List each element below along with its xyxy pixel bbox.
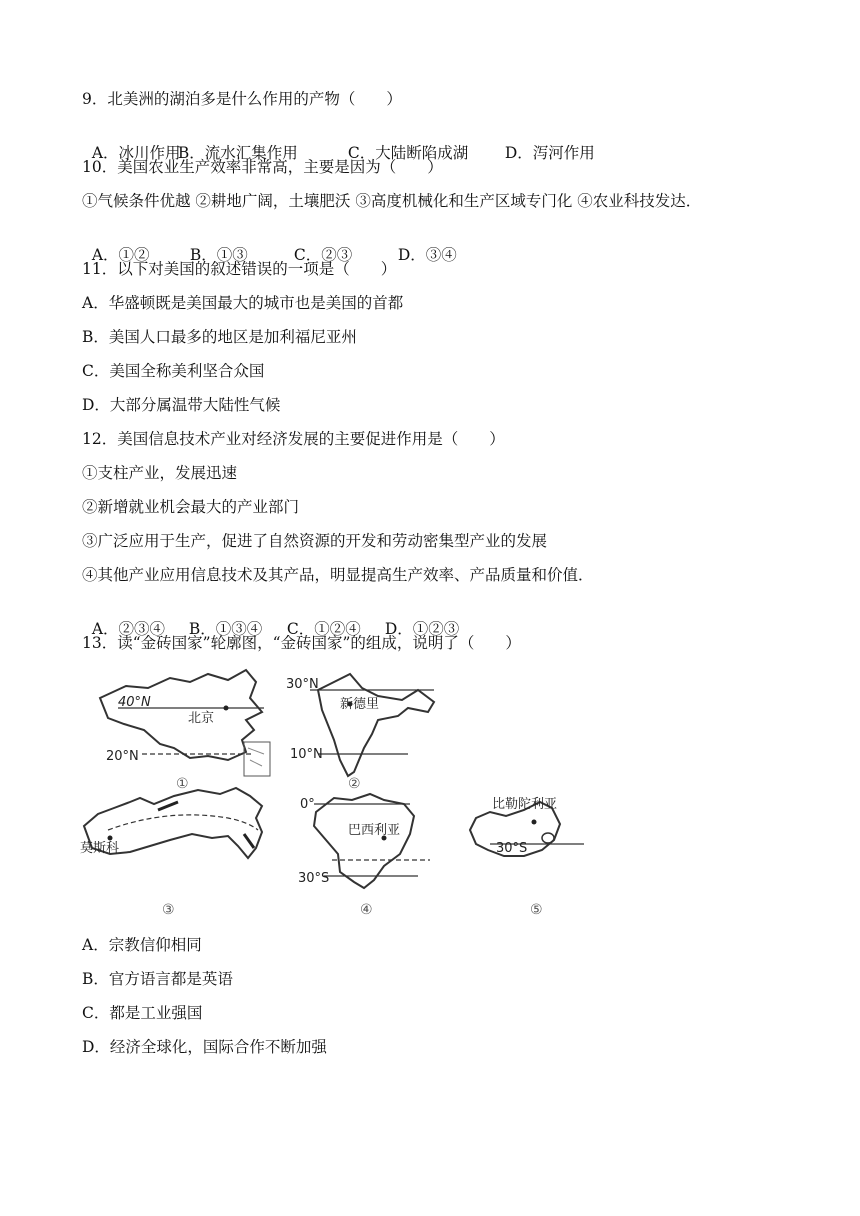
q13-option-a: A．宗教信仰相同: [82, 936, 202, 954]
q9-option-a: A．冰川作用: [91, 144, 181, 162]
q12-option-a: A．②③④: [91, 620, 166, 638]
q11-stem: 11．以下对美国的叙述错误的一项是（ ）: [82, 260, 397, 278]
map4-number: ④: [360, 902, 373, 918]
map5-number: ⑤: [530, 902, 543, 918]
brazil-lat-30-label: 30°S: [298, 871, 330, 886]
russia-east-mark: [244, 834, 254, 848]
moscow-label: 莫斯科: [80, 841, 120, 856]
q9-option-d: D．泻河作用: [504, 144, 595, 162]
map-china: [100, 670, 270, 792]
q10-option-d: D．③④: [397, 246, 457, 264]
russia-coast-mark: [158, 802, 178, 810]
q13-stem: 13．读“金砖国家”轮廓图，“金砖国家”的组成，说明了（ ）: [82, 634, 521, 652]
q10-stem: 10．美国农业生产效率非常高，主要是因为（ ）: [82, 158, 443, 176]
india-outline: [318, 674, 434, 776]
q10-option-a: A．①②: [91, 246, 150, 264]
beijing-dot: [224, 706, 229, 711]
brazil-lat-0-label: 0°: [300, 797, 315, 812]
q12-statement-4: ④其他产业应用信息技术及其产品，明显提高生产效率、产品质量和价值．: [82, 566, 594, 584]
pretoria-label: 比勒陀利亚: [492, 797, 558, 812]
brasilia-label: 巴西利亚: [348, 823, 401, 838]
inset-detail: [248, 748, 264, 766]
russia-dashed-line: [108, 815, 258, 830]
q12-option-c: C．①②④: [286, 620, 361, 638]
map-south-africa: [470, 796, 584, 918]
moscow-dot: [108, 836, 113, 841]
lesotho-outline: [542, 833, 554, 843]
china-outline: [100, 670, 262, 760]
brics-maps-svg: [78, 668, 608, 923]
q12-statement-2: ②新增就业机会最大的产业部门: [82, 498, 300, 516]
map1-number: ①: [176, 776, 189, 792]
q9-option-c: C．大陆断陷成湖: [347, 144, 469, 162]
pretoria-dot: [532, 820, 537, 825]
q12-option-b: B．①③④: [188, 620, 263, 638]
india-lat-10-label: 10°N: [290, 747, 323, 762]
q11-option-a: A．华盛顿既是美国最大的城市也是美国的首都: [82, 294, 404, 312]
q12-stem: 12．美国信息技术产业对经济发展的主要促进作用是（ ）: [82, 430, 505, 448]
south-africa-lat-30-label: 30°S: [496, 841, 528, 856]
map3-number: ③: [162, 902, 175, 918]
q12-statement-1: ①支柱产业，发展迅速: [82, 464, 238, 482]
beijing-label: 北京: [188, 711, 215, 726]
q9-option-b: B．流水汇集作用: [177, 144, 298, 162]
map-brazil: [298, 794, 430, 918]
q10-option-c: C．②③: [293, 246, 353, 264]
south-china-sea-inset: [244, 742, 270, 776]
q13-option-c: C．都是工业强国: [82, 1004, 203, 1022]
q10-statements: ①气候条件优越 ②耕地广阔，土壤肥沃 ③高度机械化和生产区域专门化 ④农业科技发达．: [82, 192, 702, 210]
q11-option-c: C．美国全称美利坚合众国: [82, 362, 265, 380]
map-russia: [80, 788, 262, 918]
china-lat-20-label: 20°N: [106, 749, 139, 764]
q11-option-d: D．大部分属温带大陆性气候: [82, 396, 281, 414]
brics-outline-maps: [78, 668, 608, 923]
china-lat-40-label: 40°N: [118, 695, 151, 710]
map2-number: ②: [348, 776, 361, 792]
india-lat-30-label: 30°N: [286, 677, 319, 692]
map-india: [286, 674, 434, 792]
q11-option-b: B．美国人口最多的地区是加利福尼亚州: [82, 328, 357, 346]
q12-option-d: D．①②③: [384, 620, 460, 638]
new-delhi-label: 新德里: [340, 697, 380, 712]
q10-option-b: B．①③: [189, 246, 248, 264]
q13-option-d: D．经济全球化，国际合作不断加强: [82, 1038, 327, 1056]
q12-statement-3: ③广泛应用于生产，促进了自然资源的开发和劳动密集型产业的发展: [82, 532, 548, 550]
q13-option-b: B．官方语言都是英语: [82, 970, 233, 988]
q9-stem: 9．北美洲的湖泊多是什么作用的产物（ ）: [82, 90, 402, 108]
